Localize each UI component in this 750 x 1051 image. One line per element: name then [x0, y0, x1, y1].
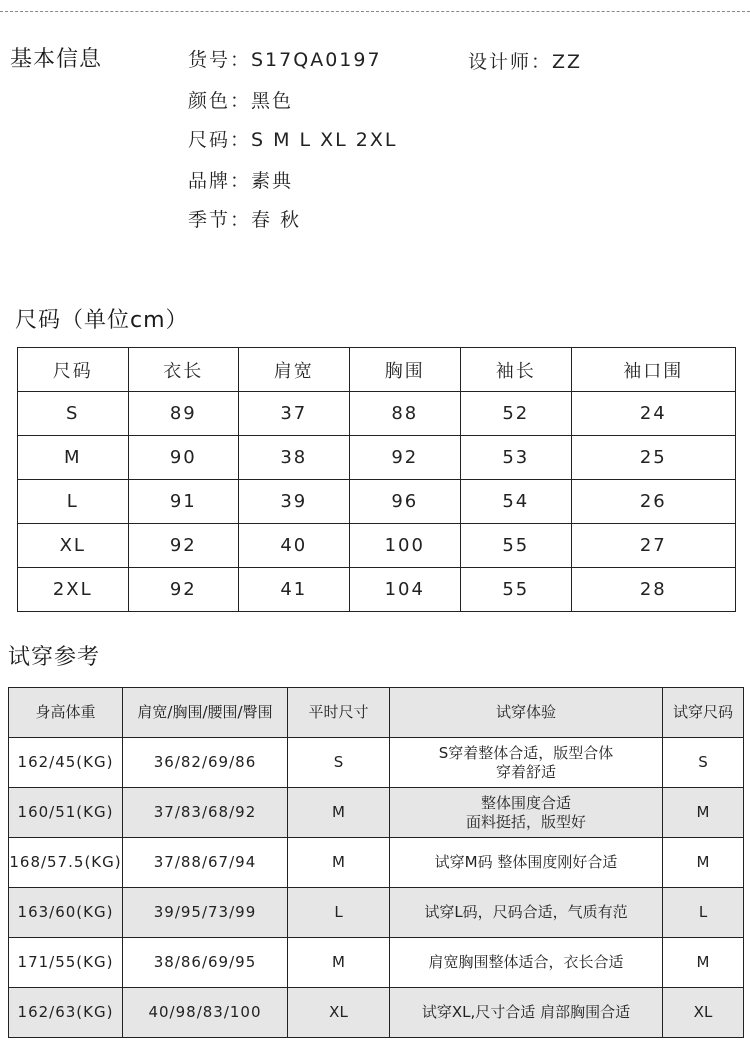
size-table: [17, 347, 736, 612]
table-cell: 37/83/68/92: [123, 788, 288, 838]
table-cell: [390, 788, 663, 838]
table-cell: 90: [128, 436, 239, 480]
table-cell: 104: [349, 568, 460, 612]
table-cell: 25: [571, 436, 735, 480]
size-header-cell: 尺码: [18, 348, 129, 392]
table-row: [9, 838, 744, 888]
table-cell: M: [288, 838, 390, 888]
table-cell: 试穿M码 整体围度刚好合适: [390, 838, 663, 888]
fit-header-cell: 身高体重: [9, 688, 123, 738]
table-row: [9, 988, 744, 1038]
table-cell: 试穿XL,尺寸合适 肩部胸围合适: [390, 988, 663, 1038]
table-cell: 100: [349, 524, 460, 568]
table-row: [9, 738, 744, 788]
table-cell: 96: [349, 480, 460, 524]
table-cell: 163/60(KG): [9, 888, 123, 938]
table-cell: 39/95/73/99: [123, 888, 288, 938]
designer: 设计师：ZZ: [468, 51, 583, 73]
table-row: [9, 888, 744, 938]
table-cell: S: [288, 738, 390, 788]
size-header-cell: 胸围: [349, 348, 460, 392]
table-cell: 38/86/69/95: [123, 938, 288, 988]
item-number: 货号：S17QA0197: [188, 49, 382, 71]
table-cell: 37/88/67/94: [123, 838, 288, 888]
fit-table-header: [9, 688, 744, 738]
table-cell: XL: [663, 988, 744, 1038]
table-row: [18, 392, 736, 436]
table-cell: 24: [571, 392, 735, 436]
table-cell: [390, 738, 663, 788]
fit-experience-line: S穿着整体合适，版型合体: [438, 743, 614, 762]
table-cell: 40/98/83/100: [123, 988, 288, 1038]
sizes: 尺码：S M L XL 2XL: [188, 129, 398, 151]
basic-info-title: 基本信息: [10, 47, 103, 72]
table-cell: 26: [571, 480, 735, 524]
table-cell: M: [663, 788, 744, 838]
table-cell: XL: [18, 524, 129, 568]
size-header-cell: 肩宽: [239, 348, 350, 392]
table-cell: 39: [239, 480, 350, 524]
table-cell: 55: [461, 524, 572, 568]
table-row: [9, 938, 744, 988]
table-cell: 37: [239, 392, 350, 436]
table-cell: 2XL: [18, 568, 129, 612]
table-cell: 53: [461, 436, 572, 480]
table-cell: 27: [571, 524, 735, 568]
table-cell: M: [663, 838, 744, 888]
table-cell: L: [288, 888, 390, 938]
table-row: [18, 480, 736, 524]
table-cell: 160/51(KG): [9, 788, 123, 838]
color: 颜色：黑色: [188, 90, 294, 112]
table-cell: 肩宽胸围整体适合，衣长合适: [390, 938, 663, 988]
fit-header-cell: 试穿体验: [390, 688, 663, 738]
table-cell: 40: [239, 524, 350, 568]
table-cell: L: [663, 888, 744, 938]
fit-header-cell: 肩宽/胸围/腰围/臀围: [123, 688, 288, 738]
fit-experience-line: 穿着舒适: [495, 762, 556, 781]
table-row: [18, 524, 736, 568]
table-cell: 92: [349, 436, 460, 480]
table-cell: 162/63(KG): [9, 988, 123, 1038]
fit-header-cell: 平时尺寸: [288, 688, 390, 738]
table-cell: 91: [128, 480, 239, 524]
table-cell: 试穿L码，尺码合适，气质有范: [390, 888, 663, 938]
table-cell: 171/55(KG): [9, 938, 123, 988]
table-cell: M: [663, 938, 744, 988]
table-cell: 28: [571, 568, 735, 612]
size-section-title: 尺码（单位cm）: [15, 308, 189, 333]
fit-section-title: 试穿参考: [8, 645, 101, 670]
table-cell: 162/45(KG): [9, 738, 123, 788]
table-cell: S: [663, 738, 744, 788]
table-row: [18, 568, 736, 612]
fit-table: [8, 687, 744, 1038]
table-row: [9, 788, 744, 838]
table-cell: 38: [239, 436, 350, 480]
table-cell: L: [18, 480, 129, 524]
table-cell: S: [18, 392, 129, 436]
season: 季节：春 秋: [188, 209, 302, 231]
table-cell: 41: [239, 568, 350, 612]
table-cell: 168/57.5(KG): [9, 838, 123, 888]
fit-experience-line: 整体围度合适: [480, 793, 571, 812]
top-dashed-divider: [0, 11, 750, 12]
size-table-header: [18, 348, 736, 392]
table-cell: 89: [128, 392, 239, 436]
table-row: [18, 436, 736, 480]
size-header-cell: 衣长: [128, 348, 239, 392]
table-cell: M: [288, 938, 390, 988]
table-cell: 52: [461, 392, 572, 436]
table-cell: 36/82/69/86: [123, 738, 288, 788]
size-header-cell: 袖口围: [571, 348, 735, 392]
fit-header-cell: 试穿尺码: [663, 688, 744, 738]
fit-experience-line: 面料挺括，版型好: [465, 812, 586, 831]
table-cell: XL: [288, 988, 390, 1038]
table-cell: 88: [349, 392, 460, 436]
table-cell: 55: [461, 568, 572, 612]
brand: 品牌：素典: [188, 170, 294, 192]
table-cell: 92: [128, 524, 239, 568]
table-cell: M: [18, 436, 129, 480]
table-cell: M: [288, 788, 390, 838]
table-cell: 92: [128, 568, 239, 612]
size-header-cell: 袖长: [461, 348, 572, 392]
table-cell: 54: [461, 480, 572, 524]
